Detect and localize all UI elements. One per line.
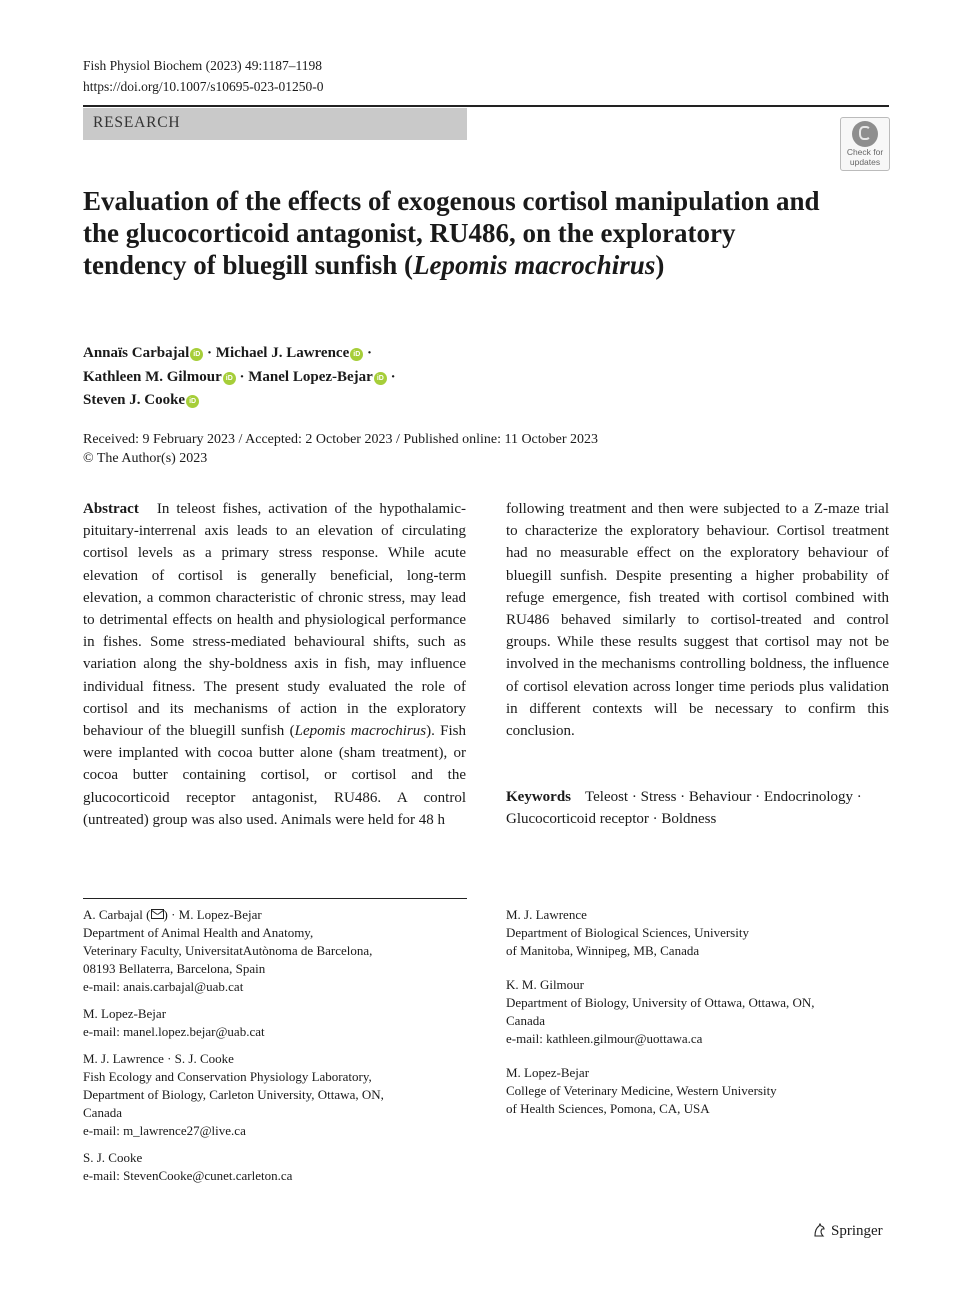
orcid-icon[interactable]: iD (374, 372, 387, 385)
affiliation-block: M. J. Lawrence · S. J. Cooke Fish Ecology and Conservation Physiology Laboratory, Department of Biology, Carleton University, Ottawa, ON, Canada e-mail: m_lawrence27@live.ca (83, 1050, 473, 1140)
keywords-list: Teleost · Stress · Behaviour · Endocrinology · Glucocorticoid receptor · Boldness (506, 789, 862, 828)
affiliation-rule (83, 898, 467, 899)
abstract-heading: Abstract (83, 501, 139, 517)
email[interactable]: e-mail: manel.lopez.bejar@uab.cat (83, 1024, 265, 1039)
email[interactable]: e-mail: StevenCooke@cunet.carleton.ca (83, 1168, 293, 1183)
abstract-left: Abstract In teleost fishes, activation of the hypothalamic-pituitary-interrenal axis leads to an elevation of circulating cortisol levels as a primary stress response. While acute elevation of cortisol is generally beneficial, long-term elevation, a common characteristic of chronic stress, may lead to detrimental effects on health and physiological performance in fishes. Some stress-mediated behavioural shifts, such as variation along the shy-boldness axis in fish, may influence individual fitness. The present study evaluated the role of cortisol and its mechanisms of action in the exploratory behaviour of the bluegill sunfish (Lepomis macrochirus). Fish were implanted with cocoa butter alone (sham treatment), or cocoa butter containing cortisol, or cortisol and the glucocorticoid receptor antagonist, RU486. A control (untreated) group was also used. Animals were held for 48 h (83, 501, 467, 828)
author-name: Manel Lopez-Bejar (248, 368, 373, 385)
keywords (506, 786, 889, 830)
author-list: Annaïs Carbajal iD · Michael J. Lawrence iD · Kathleen M. Gilmour iD · Manel Lopez-Bejar iD · Steven J. Cooke iD (83, 345, 396, 408)
affiliation-block: M. Lopez-Bejar e-mail: manel.lopez.bejar@uab.cat (83, 1005, 473, 1041)
publication-dates: Received: 9 February 2023 / Accepted: 2 October 2023 / Published online: 11 October 2023 (83, 432, 599, 447)
orcid-icon[interactable]: iD (350, 348, 363, 361)
title-species: Lepomis macrochirus (413, 250, 656, 280)
doi-link[interactable]: https://doi.org/10.1007/s10695-023-01250-0 (83, 79, 324, 94)
publisher-name: Springer (831, 1223, 883, 1239)
affiliation-block: A. Carbajal ( ) · M. Lopez-Bejar Department of Animal Health and Anatomy, Veterinary Faculty, UniversitatAutònoma de Barcelona, 08193 Bellaterra, Barcelona, Spain e-mail: anais.carbajal@uab.cat (83, 906, 473, 996)
keywords-heading: Keywords (506, 789, 571, 805)
author-name: Steven J. Cooke (83, 392, 186, 408)
check-for-updates-badge[interactable] (840, 117, 890, 171)
email[interactable]: e-mail: anais.carbajal@uab.cat (83, 979, 244, 994)
article-title: Evaluation of the effects of exogenous cortisol manipulation and the glucocorticoid antagonist, RU486, on the exploratory tendency of bluegill sunfish (Lepomis macrochirus) (83, 186, 820, 280)
email[interactable]: e-mail: m_lawrence27@live.ca (83, 1123, 246, 1138)
orcid-icon[interactable]: iD (223, 372, 236, 385)
abstract-right: following treatment and then were subjected to a Z-maze trial to characterize the exploratory behaviour. Cortisol treatment had no measurable effect on the exploratory behaviour of bluegill sunfish. Despite presenting a higher probability of refuge emergence, fish treated with cortisol combined with RU486 behaved similarly to cortisol-treated and control groups. While these results suggest that cortisol may not be involved in the mechanisms controlling boldness, the influence of cortisol elevation across longer time periods plus validation in different contexts will be necessary to confirm this conclusion. (506, 501, 889, 740)
author-name: Kathleen M. Gilmour (83, 368, 222, 385)
section-label: RESEARCH (93, 114, 181, 131)
abstract-species: Lepomis macrochirus (294, 723, 427, 740)
copyright-line: © The Author(s) 2023 (83, 451, 208, 466)
orcid-icon[interactable]: iD (190, 348, 203, 361)
affiliation-block: M. J. Lawrence Department of Biological Sciences, University of Manitoba, Winnipeg, MB, Canada (506, 907, 749, 958)
journal-citation: Fish Physiol Biochem (2023) 49:1187–1198 (83, 58, 323, 73)
author-name: Annaïs Carbajal (83, 345, 190, 361)
affiliations-right (506, 906, 896, 1127)
affiliation-block: S. J. Cooke e-mail: StevenCooke@cunet.carleton.ca (83, 1149, 473, 1185)
affiliation-block: M. Lopez-Bejar College of Veterinary Medicine, Western University of Health Sciences, Pomona, CA, USA (506, 1065, 777, 1116)
check-updates-label: Check for updates (846, 147, 884, 167)
publisher-logo (812, 1222, 883, 1241)
check-updates-icon (852, 121, 878, 147)
author-name: Michael J. Lawrence (215, 345, 350, 361)
affiliations-left (83, 906, 473, 1194)
affiliation-block: K. M. Gilmour Department of Biology, University of Ottawa, Ottawa, ON, Canada e-mail: kathleen.gilmour@uottawa.ca (506, 976, 896, 1048)
orcid-icon[interactable]: iD (186, 395, 199, 408)
envelope-icon[interactable] (151, 909, 164, 919)
email[interactable]: e-mail: kathleen.gilmour@uottawa.ca (506, 1031, 703, 1046)
header-rule (83, 105, 889, 107)
springer-horse-icon (812, 1223, 826, 1237)
